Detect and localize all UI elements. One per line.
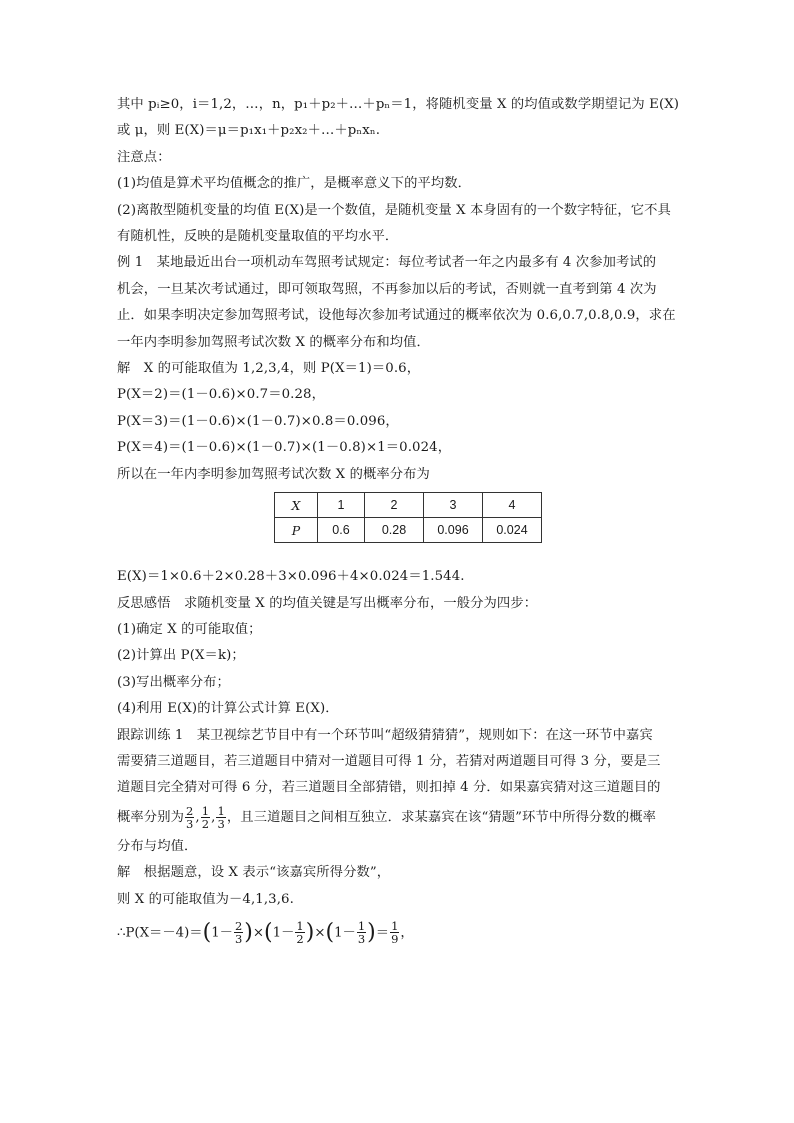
table-cell: 0.6 — [318, 518, 365, 543]
text-line: (1)确定 X 的可能取值； — [117, 621, 262, 637]
fraction-denominator: 3 — [185, 816, 194, 831]
fraction — [201, 805, 210, 830]
times-sign: × — [314, 925, 326, 941]
text-span: ∴P(X＝－4)＝ — [117, 925, 203, 941]
text-line: P(X＝3)＝(1－0.6)×(1－0.7)×0.8＝0.096， — [117, 413, 399, 429]
text-line: 所以在一年内李明参加驾照考试次数 X 的概率分布为 — [117, 466, 430, 482]
table-cell: P — [275, 518, 318, 543]
text-line: 反思感悟 求随机变量 X 的均值关键是写出概率分布，一般分为四步： — [117, 595, 538, 611]
table-cell: 0.28 — [365, 518, 424, 543]
text-line: 机会，一旦某次考试通过，即可领取驾照，不再参加以后的考试，否则就一直考到第 4 次为 — [117, 281, 657, 297]
text-line: (3)写出概率分布； — [117, 674, 230, 690]
text-line: 需要猜三道题目，若三道题目中猜对一道题目可得 1 分，若猜对两道题目可得 3 分，要是三 — [117, 753, 661, 769]
fraction — [357, 920, 366, 945]
fraction-numerator: 1 — [357, 919, 366, 934]
right-paren: ) — [244, 919, 253, 945]
table-cell: X — [275, 493, 318, 518]
text-line: 例 1 某地最近出台一项机动车驾照考试规定：每位考试者一年之内最多有 4 次参加考试的 — [117, 255, 657, 271]
fraction-denominator: 3 — [357, 932, 366, 947]
text-line: 道题目完全猜对可得 6 分，若三道题目全部猜错，则扣掉 4 分．如果嘉宾猜对这三道题目的 — [117, 780, 661, 796]
text-span: 1－ — [211, 925, 233, 941]
text-line: 则 X 的可能取值为－4,1,3,6. — [117, 891, 294, 907]
text-line: (2)计算出 P(X＝k)； — [117, 648, 245, 664]
fraction — [390, 920, 399, 945]
text-line: P(X＝2)＝(1－0.6)×0.7＝0.28， — [117, 387, 326, 403]
fraction — [295, 920, 304, 945]
text-line: 跟踪训练 1 某卫视综艺节目中有一个环节叫“超级猜猜猜”，规则如下：在这一环节中嘉宾 — [117, 727, 653, 743]
document-page — [117, 92, 682, 951]
fraction-denominator: 9 — [391, 932, 399, 947]
text-span: 概率分别为 — [117, 809, 184, 825]
text-span: 1－ — [272, 925, 295, 941]
left-paren: ( — [202, 919, 212, 945]
fraction — [185, 805, 194, 830]
table-row — [275, 493, 542, 518]
fraction-numerator: 2 — [185, 803, 194, 818]
fraction-numerator: 1 — [391, 919, 399, 934]
text-line: (2)离散型随机变量的均值 E(X)是一个数值，是随机变量 X 本身固有的一个数字特征，它不具 — [117, 202, 671, 218]
text-line: 止．如果李明决定参加驾照考试，设他每次参加考试通过的概率依次为 0.6,0.7,0.8,0.9，求在 — [117, 308, 676, 324]
text-line: 解 根据题意，设 X 表示“该嘉宾所得分数”， — [117, 865, 391, 881]
fraction-numerator: 1 — [201, 803, 210, 818]
fraction-denominator: 2 — [296, 932, 304, 947]
table-cell: 2 — [365, 493, 424, 518]
text-line: 注意点： — [117, 149, 171, 165]
text-line: 解 X 的可能取值为 1,2,3,4，则 P(X＝1)＝0.6， — [117, 361, 421, 377]
fraction-denominator: 3 — [234, 932, 243, 947]
times-sign: × — [252, 925, 265, 941]
text-line: (4)利用 E(X)的计算公式计算 E(X)． — [117, 701, 339, 717]
text-line: 分布与均值． — [117, 838, 198, 854]
fraction-numerator: 1 — [217, 803, 225, 818]
text-span: ， — [400, 925, 414, 941]
right-paren: ) — [305, 919, 315, 945]
text-line: 一年内李明参加驾照考试次数 X 的概率分布和均值． — [117, 334, 430, 350]
text-line: E(X)＝1×0.6＋2×0.28＋3×0.096＋4×0.024＝1.544. — [117, 569, 465, 585]
formula-line — [117, 915, 682, 952]
table-cell: 0.024 — [483, 518, 542, 543]
table-row — [275, 518, 542, 543]
text-line: (1)均值是算术平均值概念的推广，是概率意义下的平均数． — [117, 176, 472, 192]
table-cell: 0.096 — [424, 518, 483, 543]
fraction-numerator: 1 — [296, 919, 304, 934]
table-cell: 3 — [424, 493, 483, 518]
left-paren: ( — [264, 919, 273, 945]
fraction-denominator: 3 — [217, 816, 225, 831]
fraction-numerator: 2 — [234, 919, 243, 934]
text-line: 其中 pᵢ≥0，i＝1,2，…，n，p₁＋p₂＋…＋pₙ＝1，将随机变量 X 的均值或数学期望记为 E(X) — [117, 97, 680, 112]
table-cell: 1 — [318, 493, 365, 518]
fraction — [216, 805, 225, 830]
probability-line: 概率分别为 $\frac{2}{3}$ , $\frac{1}{2}$ , $\frac{1}{3}$ ，且三道题目之间相互独立．求某嘉宾在该“猜题”环节中所得分数的概率 — [117, 803, 657, 831]
text-line: 有随机性，反映的是随机变量取值的平均水平． — [117, 229, 399, 245]
left-paren: ( — [325, 919, 335, 945]
equals-sign: ＝ — [375, 925, 390, 941]
text-span: ，且三道题目之间相互独立．求某嘉宾在该“猜题”环节中所得分数的概率 — [226, 809, 657, 825]
text-span: 1－ — [334, 925, 356, 941]
right-paren: ) — [367, 919, 376, 945]
table-cell: 4 — [483, 493, 542, 518]
text-line: P(X＝4)＝(1－0.6)×(1－0.7)×(1－0.8)×1＝0.024， — [117, 440, 452, 456]
distribution-table-wrap — [117, 492, 682, 550]
fraction-denominator: 2 — [201, 816, 210, 831]
distribution-table — [274, 492, 542, 543]
fraction — [234, 920, 243, 945]
text-line: 或 μ，则 E(X)＝μ＝p₁x₁＋p₂x₂＋…＋pₙxₙ. — [117, 123, 381, 139]
